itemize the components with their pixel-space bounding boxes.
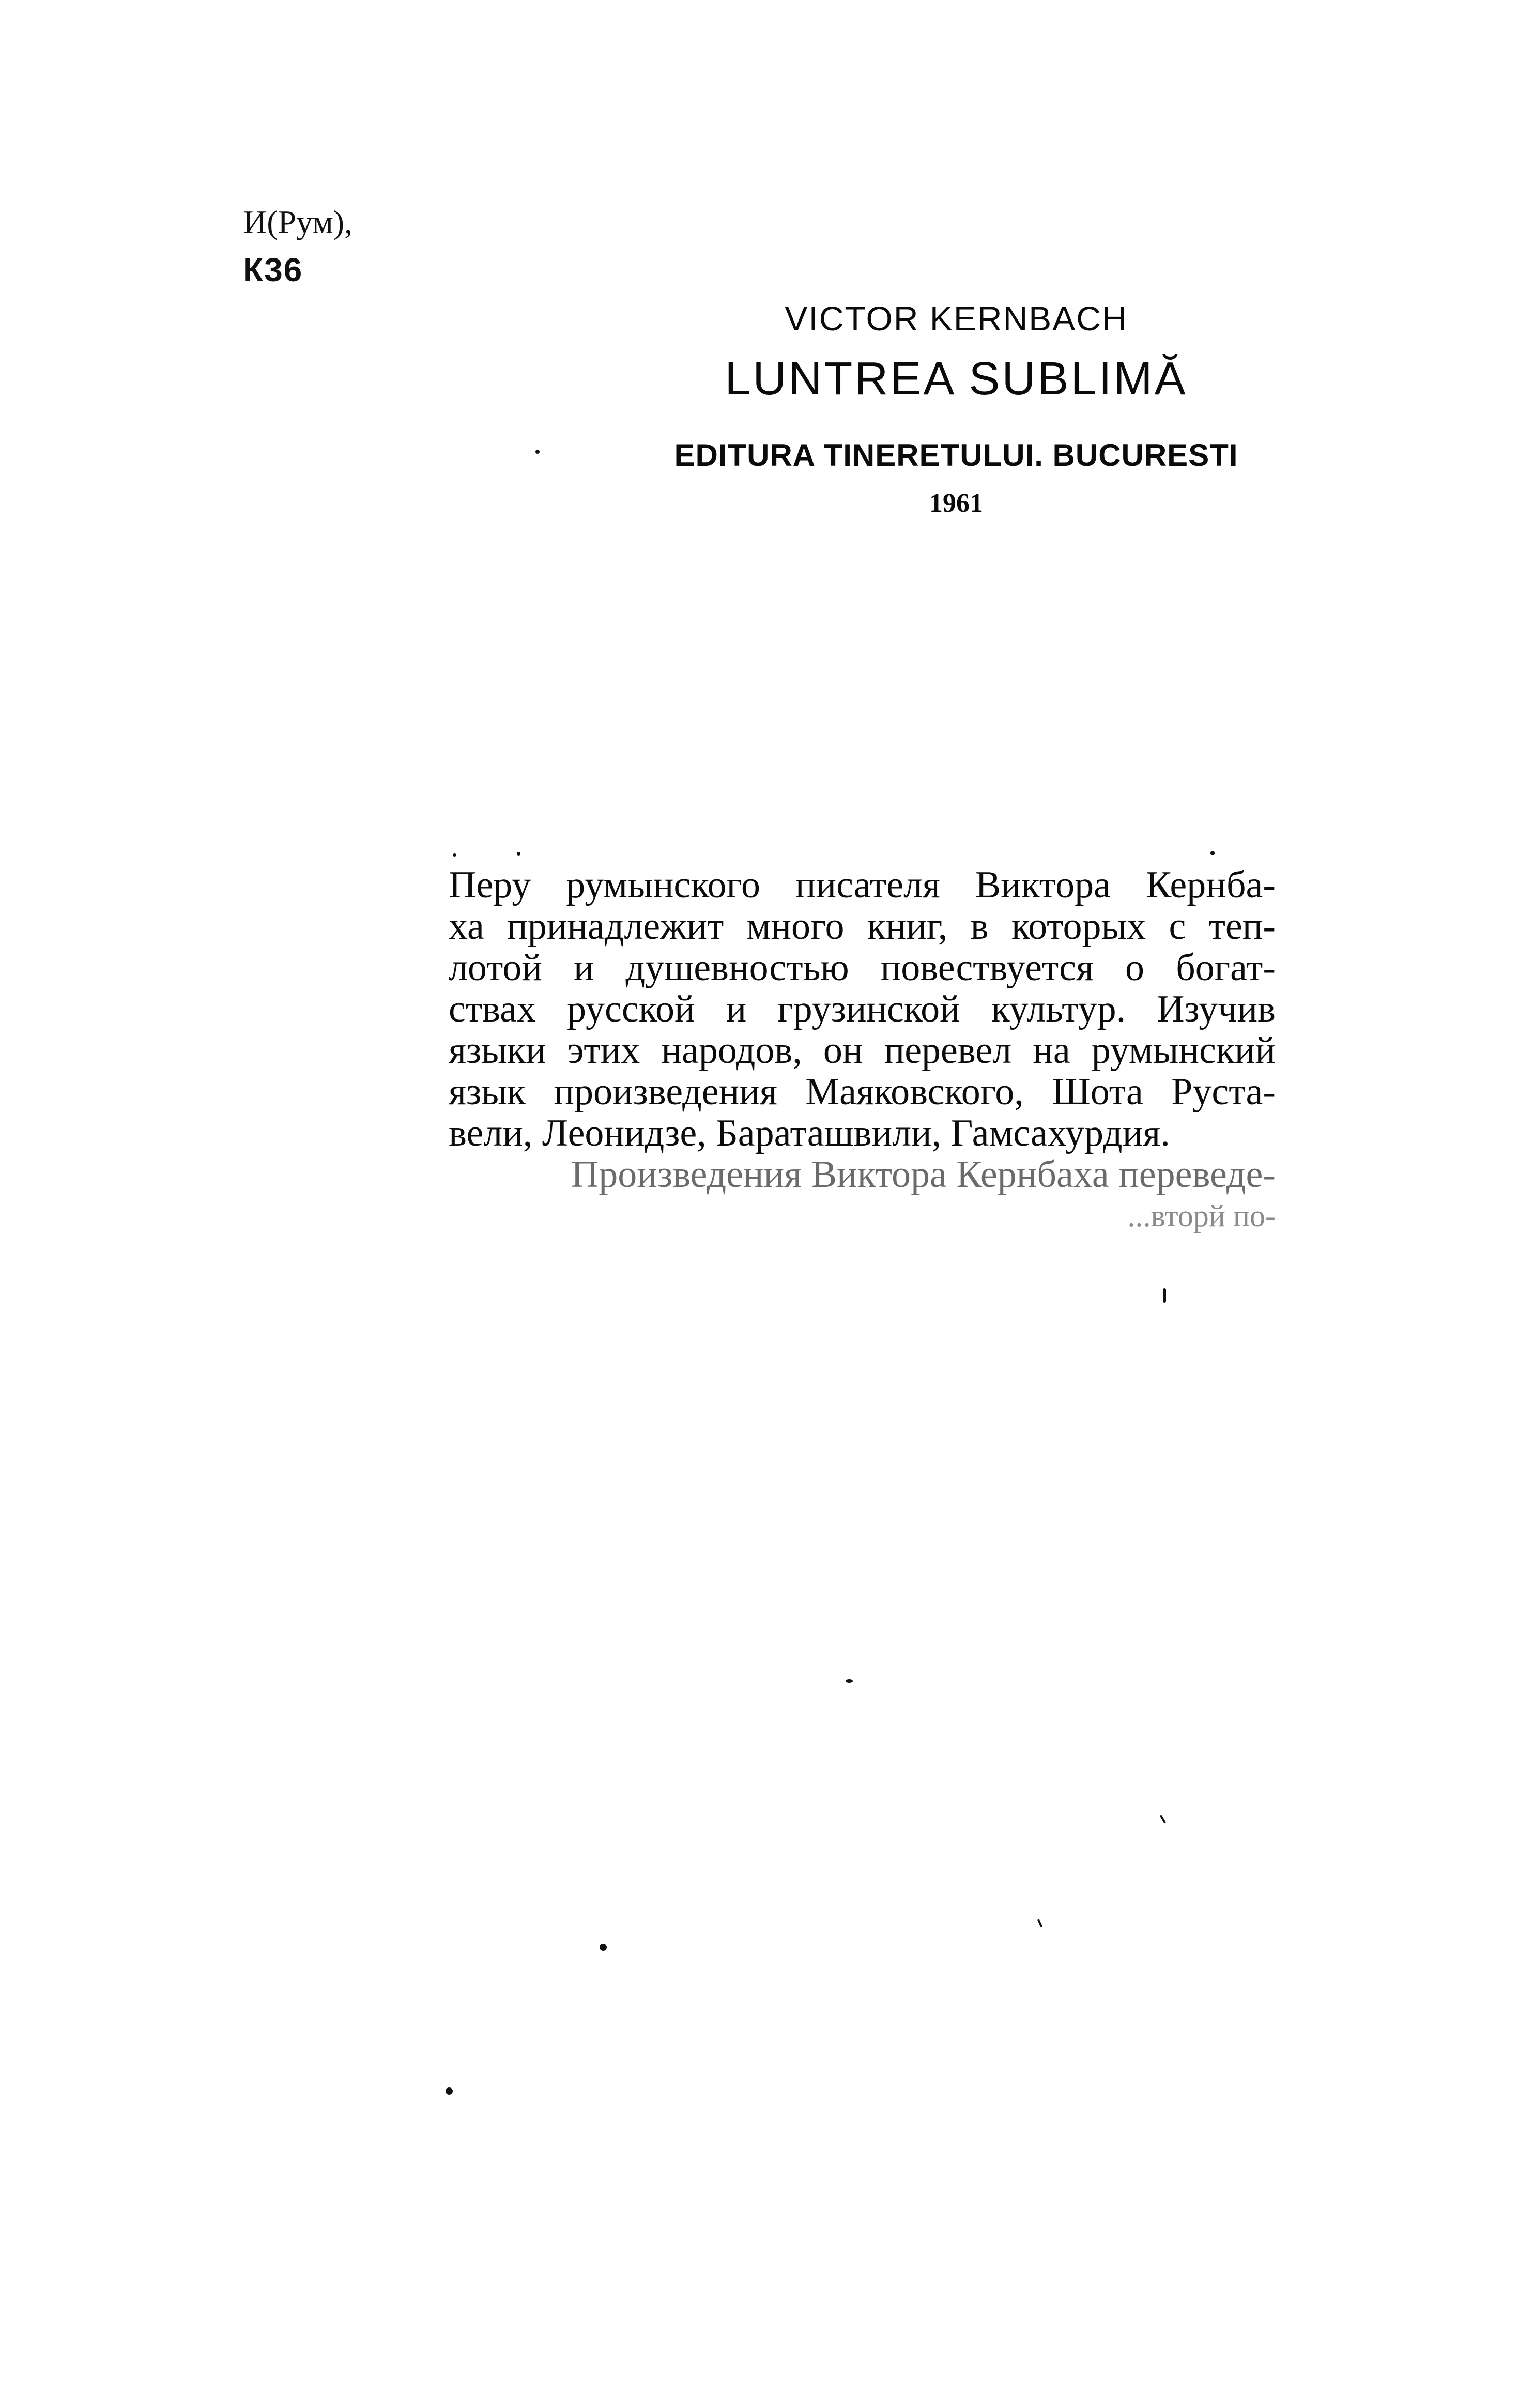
annotation-line: лотой и душевностью повествуется о богат- [449, 947, 1276, 989]
scan-speck [1163, 1288, 1166, 1303]
publication-year: 1961 [929, 489, 983, 518]
annotation-paragraph [449, 864, 1276, 1237]
author-name: VICTOR KERNBACH [785, 299, 1128, 338]
scan-speck [517, 852, 520, 856]
annotation-line: ха принадлежит много книг, в которых с теп- [449, 905, 1276, 948]
scan-speck [1160, 1815, 1166, 1824]
publisher-line: EDITURA TINERETULUI. BUCURESTI [674, 438, 1238, 473]
annotation-line: языки этих народов, он перевел на румынский [449, 1029, 1276, 1072]
scan-speck [846, 1679, 853, 1683]
scan-speck [453, 853, 456, 857]
catalog-stamp [243, 199, 352, 294]
scan-speck [535, 450, 540, 454]
annotation-line: язык произведения Маяковского, Шота Руста- [449, 1071, 1276, 1113]
scan-speck [1210, 851, 1215, 855]
book-title: LUNTREA SUBLIMĂ [725, 353, 1188, 405]
annotation-line: ствах русской и грузинской культур. Изучив [449, 988, 1276, 1030]
annotation-line: вели, Леонидзе, Бараташвили, Гамсахурдия. [449, 1112, 1170, 1154]
scan-speck [446, 2087, 453, 2095]
classification-code: И(Рум), [243, 204, 353, 240]
scan-speck [600, 1944, 607, 1951]
scan-speck [1037, 1919, 1042, 1927]
annotation-line: Перу румынского писателя Виктора Кернба- [449, 864, 1276, 906]
shelf-mark: К36 [243, 251, 303, 288]
annotation-line-faded: ...вторй по- [1127, 1199, 1276, 1233]
annotation-line-faded: Произведения Виктора Кернбаха переведе- [571, 1153, 1276, 1196]
